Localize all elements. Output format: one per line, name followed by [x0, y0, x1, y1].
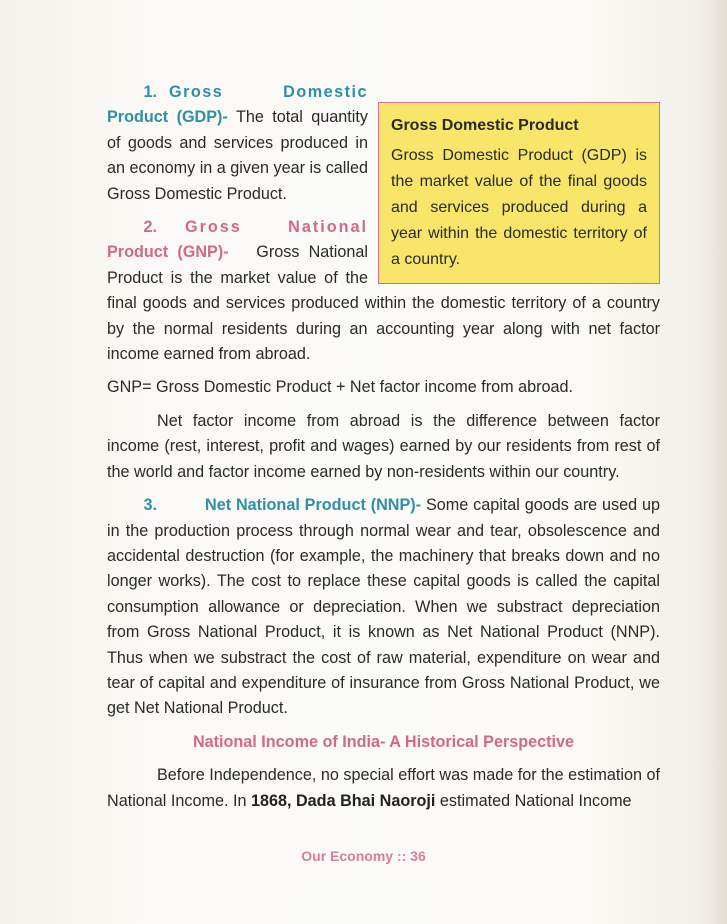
section-1-number: 1. — [143, 83, 157, 101]
historical-text-2: estimated National Income — [439, 791, 632, 810]
section-1-title-part1: Gross Domestic — [169, 83, 368, 101]
section-2-number: 2. — [143, 218, 157, 237]
historical-text-1: Before Independence, no special effort was made for the estimation of National Income. In — [107, 766, 660, 810]
section-2-title-part1: Gross National — [185, 218, 368, 237]
section-3-body: Some capital goods are used up in the production process through normal wear and tear, obsolescence and accidental destruction (for example, the machinery that breaks down and no longer works). The cost to replace these capital goods is called the capital consumption allowance or depreciation. When we substract depreciation from Gross National Product, it is known as Net National Product (NNP). Thus when we substract the cost of raw material, expenditure on wear and tear of capital and expenditure of insurance from Gross National Product, we get Net National Product. — [107, 496, 660, 718]
section-3-paragraph — [107, 493, 660, 722]
definition-box — [378, 102, 660, 284]
definition-box-body: Gross Domestic Product (GDP) is the market value of the final goods and services produced during a year within the domestic territory of a country. — [391, 147, 647, 268]
section-3-number: 3. — [143, 496, 157, 515]
section-3-title: Net National Product (NNP)- — [205, 496, 422, 515]
section-2-body: Gross National Product is the market value of the final goods and services produced within the domestic territory of a country by the normal residents during an accounting year along with net factor income earned from abroad. — [107, 243, 660, 364]
historical-year: 1868, — [250, 791, 292, 810]
historical-heading: National Income of India- A Historical Perspective — [192, 732, 575, 751]
gnp-formula: GNP= Gross Domestic Product + Net factor income from abroad. — [107, 378, 574, 397]
historical-person: Dada Bhai Naoroji — [295, 791, 436, 810]
section-2-title-part2: Product (GNP)- — [107, 243, 229, 262]
net-factor-paragraph: Net factor income from abroad is the difference between factor income (rest, interest, profit and wages) earned by our residents from rest of the world and factor income earned by non-residents within our country. — [107, 411, 660, 481]
page-edge-shadow — [701, 0, 727, 924]
page-footer: Our Economy :: 36 — [301, 848, 426, 864]
historical-paragraph — [107, 763, 660, 814]
section-1-title-part2: Product (GDP)- — [107, 108, 228, 127]
page-content — [107, 80, 660, 814]
definition-box-title: Gross Domestic Product — [391, 117, 579, 134]
section-1-body: The total quantity of goods and services produced in an economy in a given year is called Gross Domestic Product. — [107, 108, 368, 203]
